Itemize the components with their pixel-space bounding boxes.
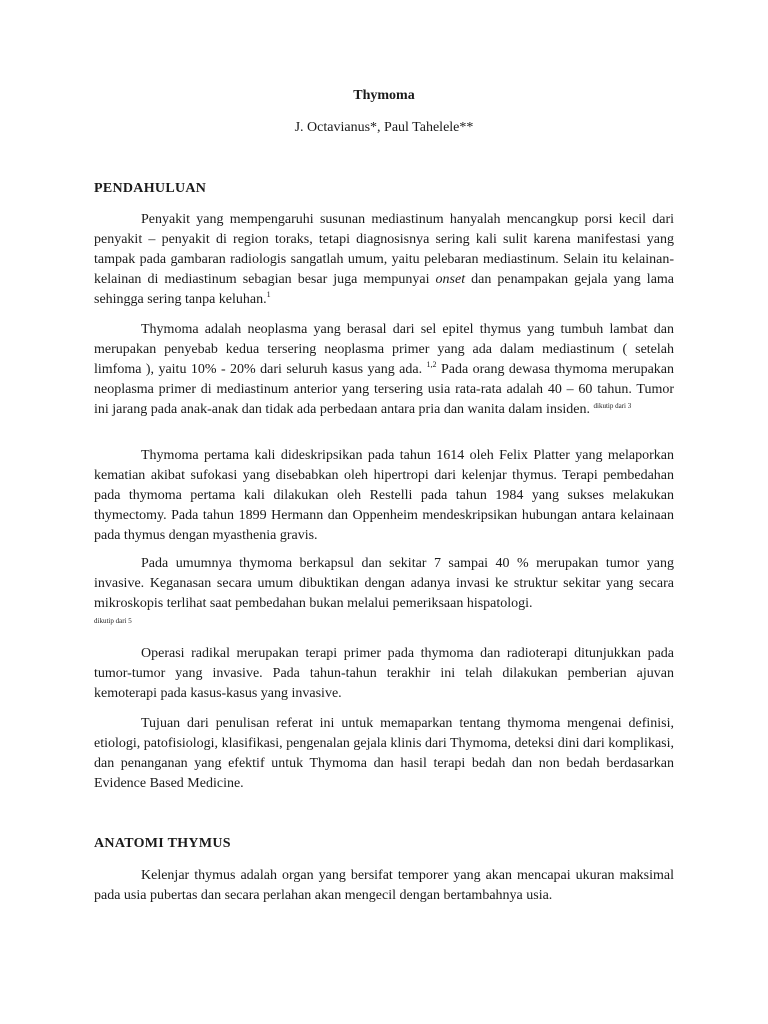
document-title: Thymoma xyxy=(353,88,415,103)
paragraph-3: Thymoma pertama kali dideskripsikan pada tahun 1614 oleh Felix Platter yang melaporkan kematian akibat sufokasi yang disebabkan oleh hipertropi dari kelenjar thymus. Terapi pembedahan pada thymoma pertama kali dilakukan oleh Restelli pada tahun 1984 yang sukses melakukan thymectomy. Pada tahun 1899 Hermann dan Oppenheim mendeskripsikan hubungan antara kelainaan pada thymus dengan myasthenia gravis. xyxy=(94,448,674,543)
citation-note: dikutip dari 5 xyxy=(94,617,132,625)
paragraph-2: Thymoma adalah neoplasma yang berasal dari sel epitel thymus yang tumbuh lambat dan merupakan penyebab kedua tersering neoplasma primer yang ada dalam mediastinum ( setelah limfoma ), yaitu 10% - 20% dari seluruh kasus yang ada. $^{1,2}$ Pada orang dewasa thymoma merupakan neoplasma primer di mediastinum anterior yang tersering usia rata-rata adalah 40 – 60 tahun. Tumor ini jarang pada anak-anak dan tidak ada perbedaan antara pria dan wanita dalam insiden. $^{dikutip dari 3}$ xyxy=(94,322,675,417)
paragraph-4: Pada umumnya thymoma berkapsul dan sekitar 7 sampai 40 % merupakan tumor yang invasive. Keganasan secara umum dibuktikan dengan adanya invasi ke struktur sekitar yang secara mikroskopis terlihat saat pembedahan bukan melalui pemeriksaan hispatologi. dikutip dari 5 xyxy=(94,556,674,625)
document-authors: J. Octavianus*, Paul Tahelele** xyxy=(294,120,474,135)
paragraph-7: Kelenjar thymus adalah organ yang bersifat temporer yang akan mencapai ukuran maksimal pada usia pubertas dan secara perlahan akan mengecil dengan bertambahnya usia. xyxy=(94,868,674,903)
paragraph-1: Penyakit yang mempengaruhi susunan mediastinum hanyalah mencangkup porsi kecil dari penyakit – penyakit di region toraks, tetapi diagnosisnya sering kali sulit karena manifestasi yang tampak pada gambaran radiologis sangatlah umum, yaitu pelebaran mediastinum. Selain itu kelainan-kelainan di mediastinum sebagian besar juga mempunyai onset dan penampakan gejala yang lama sehingga sering tanpa keluhan.$^1$ xyxy=(94,212,675,307)
section-heading-anatomi-thymus: ANATOMI THYMUS xyxy=(94,836,231,851)
paragraph-5: Operasi radikal merupakan terapi primer pada thymoma dan radioterapi ditunjukkan pada tumor-tumor yang invasive. Pada tahun-tahun terakhir ini telah dilakukan pemberian ajuvan kemoterapi pada kasus-kasus yang invasive. xyxy=(94,646,674,701)
paragraph-6: Tujuan dari penulisan referat ini untuk memaparkan tentang thymoma mengenai definisi, etiologi, patofisiologi, klasifikasi, pengenalan gejala klinis dari Thymoma, deteksi dini dari komplikasi, dan penanganan yang efektif untuk Thymoma dan hasil terapi bedah dan non bedah berdasarkan Evidence Based Medicine. xyxy=(94,716,674,791)
section-heading-pendahuluan: PENDAHULUAN xyxy=(94,181,207,196)
